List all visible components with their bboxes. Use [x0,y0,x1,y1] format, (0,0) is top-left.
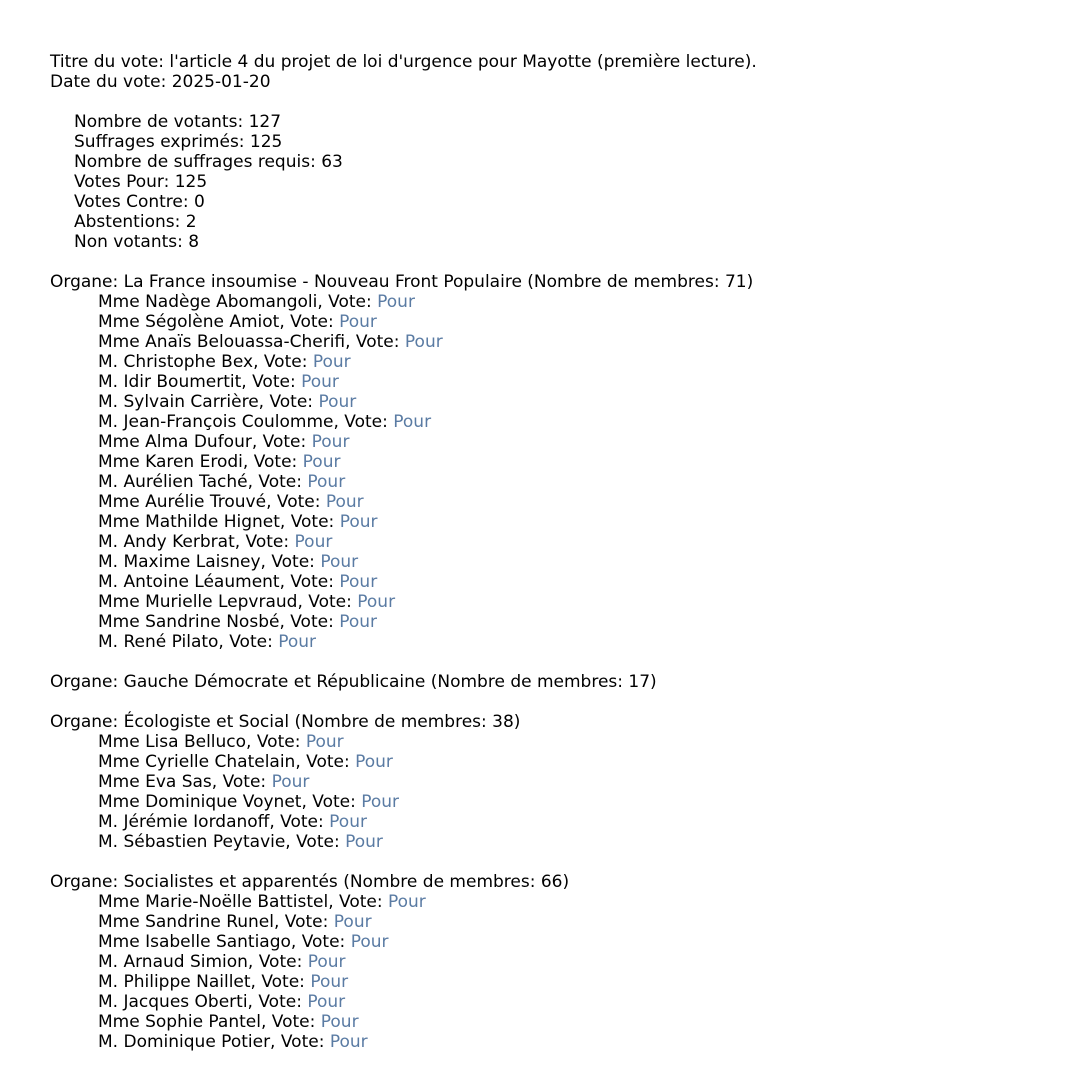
member-vote: Pour [357,592,396,612]
member-vote: Pour [278,632,317,652]
member-name: Mme Karen Erodi, Vote: [98,452,303,472]
member-row [98,492,1080,512]
member-name: M. Christophe Bex, Vote: [98,352,313,372]
member-name: M. Maxime Laisney, Vote: [98,552,321,572]
member-vote: Pour [302,452,341,472]
member-row [98,792,1080,812]
member-row [98,512,1080,532]
member-row [98,892,1080,912]
member-name: M. Philippe Naillet, Vote: [98,972,311,992]
member-row [98,832,1080,852]
spacer [50,652,1080,672]
member-vote: Pour [312,352,351,372]
member-row [98,972,1080,992]
member-name: M. Jean-François Coulomme, Vote: [98,412,394,432]
member-name: Mme Anaïs Belouassa-Cherifi, Vote: [98,332,405,352]
member-vote: Pour [377,292,415,312]
member-name: M. Sylvain Carrière, Vote: [98,392,319,412]
vote-date: Date du vote: 2025-01-20 [50,72,271,92]
member-name: M. Idir Boumertit, Vote: [98,372,302,392]
member-vote: Pour [329,1032,368,1052]
organe-heading: Organe: Gauche Démocrate et Républicaine (Nombre de membres: 17) [50,672,657,692]
stat-non-votants: Non votants: 8 [74,232,200,252]
member-list [50,292,1080,652]
member-name: Mme Cyrielle Chatelain, Vote: [98,752,356,772]
member-row [98,412,1080,432]
member-row [98,432,1080,452]
stat-abstentions: Abstentions: 2 [74,212,197,232]
spacer [50,252,1080,272]
stat-suffrages-exprimes: Suffrages exprimés: 125 [74,132,283,152]
member-vote: Pour [307,952,346,972]
member-name: Mme Lisa Belluco, Vote: [98,732,306,752]
member-list [50,892,1080,1052]
member-vote: Pour [350,932,389,952]
member-row [98,292,1080,312]
member-row [98,472,1080,492]
member-name: Mme Mathilde Hignet, Vote: [98,512,340,532]
stat-votants: Nombre de votants: 127 [74,112,282,132]
organe-heading: Organe: La France insoumise - Nouveau Front Populaire (Nombre de membres: 71) [50,272,754,292]
member-vote: Pour [329,812,367,832]
member-name: Mme Marie-Noëlle Battistel, Vote: [98,892,388,912]
member-row [98,372,1080,392]
member-name: Mme Aurélie Trouvé, Vote: [98,492,326,512]
organe-heading: Organe: Écologiste et Social (Nombre de membres: 38) [50,712,521,732]
member-row [98,532,1080,552]
member-name: M. Andy Kerbrat, Vote: [98,532,295,552]
member-vote: Pour [404,332,443,352]
member-row [98,992,1080,1012]
member-vote: Pour [310,972,349,992]
member-name: M. Antoine Léaument, Vote: [98,572,340,592]
member-name: Mme Sophie Pantel, Vote: [98,1012,321,1032]
member-vote: Pour [271,772,310,792]
organes-list [50,272,1080,1052]
member-row [98,632,1080,652]
organe-group [50,872,1080,1052]
member-vote: Pour [307,992,346,1012]
vote-stats [50,112,1080,252]
member-vote: Pour [320,552,359,572]
member-vote: Pour [318,392,357,412]
member-vote: Pour [305,732,344,752]
member-name: Mme Sandrine Runel, Vote: [98,912,334,932]
member-vote: Pour [307,472,346,492]
member-row [98,1032,1080,1052]
member-list [50,732,1080,852]
vote-title: Titre du vote: l'article 4 du projet de loi d'urgence pour Mayotte (première lecture). [50,52,757,72]
member-vote: Pour [393,412,432,432]
member-vote: Pour [320,1012,359,1032]
member-row [98,332,1080,352]
member-name: Mme Nadège Abomangoli, Vote: [98,292,378,312]
member-row [98,612,1080,632]
member-row [98,812,1080,832]
member-name: M. Jérémie Iordanoff, Vote: [98,812,330,832]
member-row [98,552,1080,572]
member-row [98,592,1080,612]
stat-votes-pour: Votes Pour: 125 [74,172,208,192]
member-vote: Pour [339,612,378,632]
member-row [98,772,1080,792]
member-vote: Pour [339,312,377,332]
member-vote: Pour [345,832,383,852]
member-name: Mme Sandrine Nosbé, Vote: [98,612,340,632]
organe-group [50,672,1080,712]
member-name: Mme Ségolène Amiot, Vote: [98,312,340,332]
member-row [98,392,1080,412]
member-vote: Pour [311,432,350,452]
member-row [98,732,1080,752]
stat-suffrages-requis: Nombre de suffrages requis: 63 [74,152,343,172]
member-vote: Pour [294,532,333,552]
member-vote: Pour [339,572,378,592]
member-name: M. Arnaud Simion, Vote: [98,952,308,972]
stat-votes-contre: Votes Contre: 0 [74,192,205,212]
member-vote: Pour [387,892,426,912]
member-name: Mme Isabelle Santiago, Vote: [98,932,351,952]
member-row [98,572,1080,592]
member-name: M. René Pilato, Vote: [98,632,279,652]
spacer [50,852,1080,872]
member-vote: Pour [301,372,339,392]
member-vote: Pour [355,752,393,772]
member-row [98,952,1080,972]
member-row [98,312,1080,332]
spacer [50,92,1080,112]
organe-group [50,712,1080,872]
member-row [98,752,1080,772]
member-vote: Pour [339,512,378,532]
member-row [98,352,1080,372]
member-name: Mme Alma Dufour, Vote: [98,432,312,452]
member-name: M. Jacques Oberti, Vote: [98,992,308,1012]
organe-group [50,272,1080,672]
member-row [98,1012,1080,1032]
member-vote: Pour [361,792,400,812]
member-name: M. Dominique Potier, Vote: [98,1032,330,1052]
member-row [98,932,1080,952]
member-name: Mme Dominique Voynet, Vote: [98,792,362,812]
member-name: Mme Murielle Lepvraud, Vote: [98,592,358,612]
member-name: M. Aurélien Taché, Vote: [98,472,308,492]
spacer [50,692,1080,712]
member-vote: Pour [325,492,364,512]
member-name: Mme Eva Sas, Vote: [98,772,272,792]
member-vote: Pour [333,912,372,932]
member-row [98,452,1080,472]
member-row [98,912,1080,932]
member-name: M. Sébastien Peytavie, Vote: [98,832,346,852]
organe-heading: Organe: Socialistes et apparentés (Nombre de membres: 66) [50,872,570,892]
